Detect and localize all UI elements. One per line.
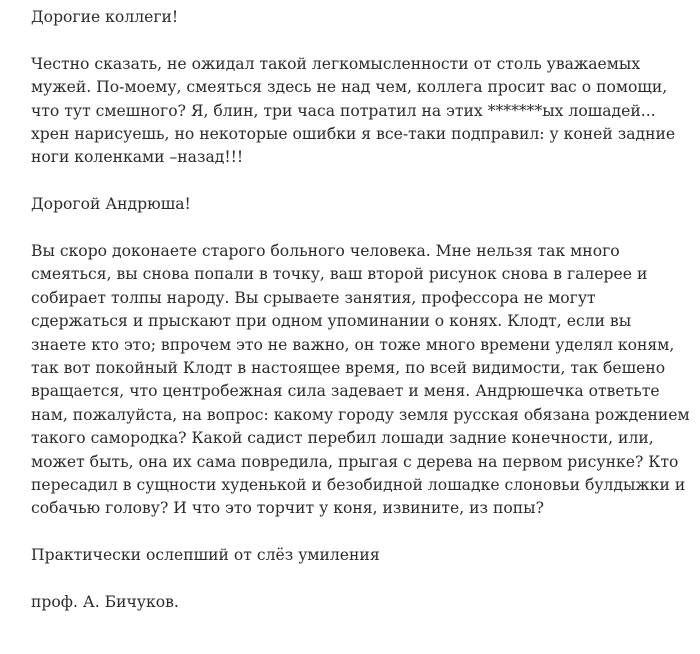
letter-paragraph-1	[31, 53, 695, 170]
text-line: собирает толпы народу. Вы срываете занятия, профессора не могут	[31, 288, 596, 307]
text-line: собачью голову? И что это торчит у коня, извините, из попы?	[31, 499, 544, 518]
closing-line	[31, 544, 695, 567]
greeting-text: Дорогой Андрюша!	[31, 195, 191, 214]
document-text	[31, 6, 695, 638]
text-line: может быть, она их сама повредила, прыгая с дерева на первом рисунке? Кто	[31, 452, 679, 471]
text-line: хрен нарисуешь, но некоторые ошибки я все-таки подправил: у коней задние	[31, 125, 676, 144]
signature-text: проф. А. Бичуков.	[31, 593, 179, 612]
text-line: нам, пожалуйста, на вопрос: какому городу земля русская обязана рождением	[31, 405, 690, 424]
text-line: знаете кто это; впрочем это не важно, он тоже много времени уделял коням,	[31, 335, 675, 354]
text-line: Вы скоро доконаете старого больного человека. Мне нельзя так много	[31, 242, 620, 261]
text-line: сдержаться и прыскают при одном упоминании о конях. Клодт, если вы	[31, 312, 632, 331]
closing-text: Практически ослепший от слёз умиления	[31, 546, 380, 565]
greeting-colleagues	[31, 6, 695, 29]
text-line: смеяться, вы снова попали в точку, ваш второй рисунок снова в галерее и	[31, 265, 648, 284]
text-line: что тут смешного? Я, блин, три часа потратил на этих *******ых лошадей...	[31, 101, 656, 120]
text-line: пересадил в сущности худенькой и безобидной лошадке слоновьи булдыжки и	[31, 476, 686, 495]
text-line: ноги коленками –назад!!!	[31, 148, 244, 167]
signature-line	[31, 591, 695, 614]
text-line: вращается, что центробежная сила задевает и меня. Андрюшечка ответьте	[31, 382, 660, 401]
letter-paragraph-2	[31, 240, 695, 521]
greeting-text: Дорогие коллеги!	[31, 8, 179, 26]
text-line: Честно сказать, не ожидал такой легкомысленности от столь уважаемых	[31, 54, 641, 73]
text-line: мужей. По-моему, смеяться здесь не над чем, коллега просит вас о помощи,	[31, 78, 668, 97]
greeting-andryusha	[31, 193, 695, 216]
text-line: так вот покойный Клодт в настоящее время, по всей видимости, так бешено	[31, 359, 666, 378]
text-line: такого самородка? Какой садист перебил лошади задние конечности, или,	[31, 429, 654, 448]
